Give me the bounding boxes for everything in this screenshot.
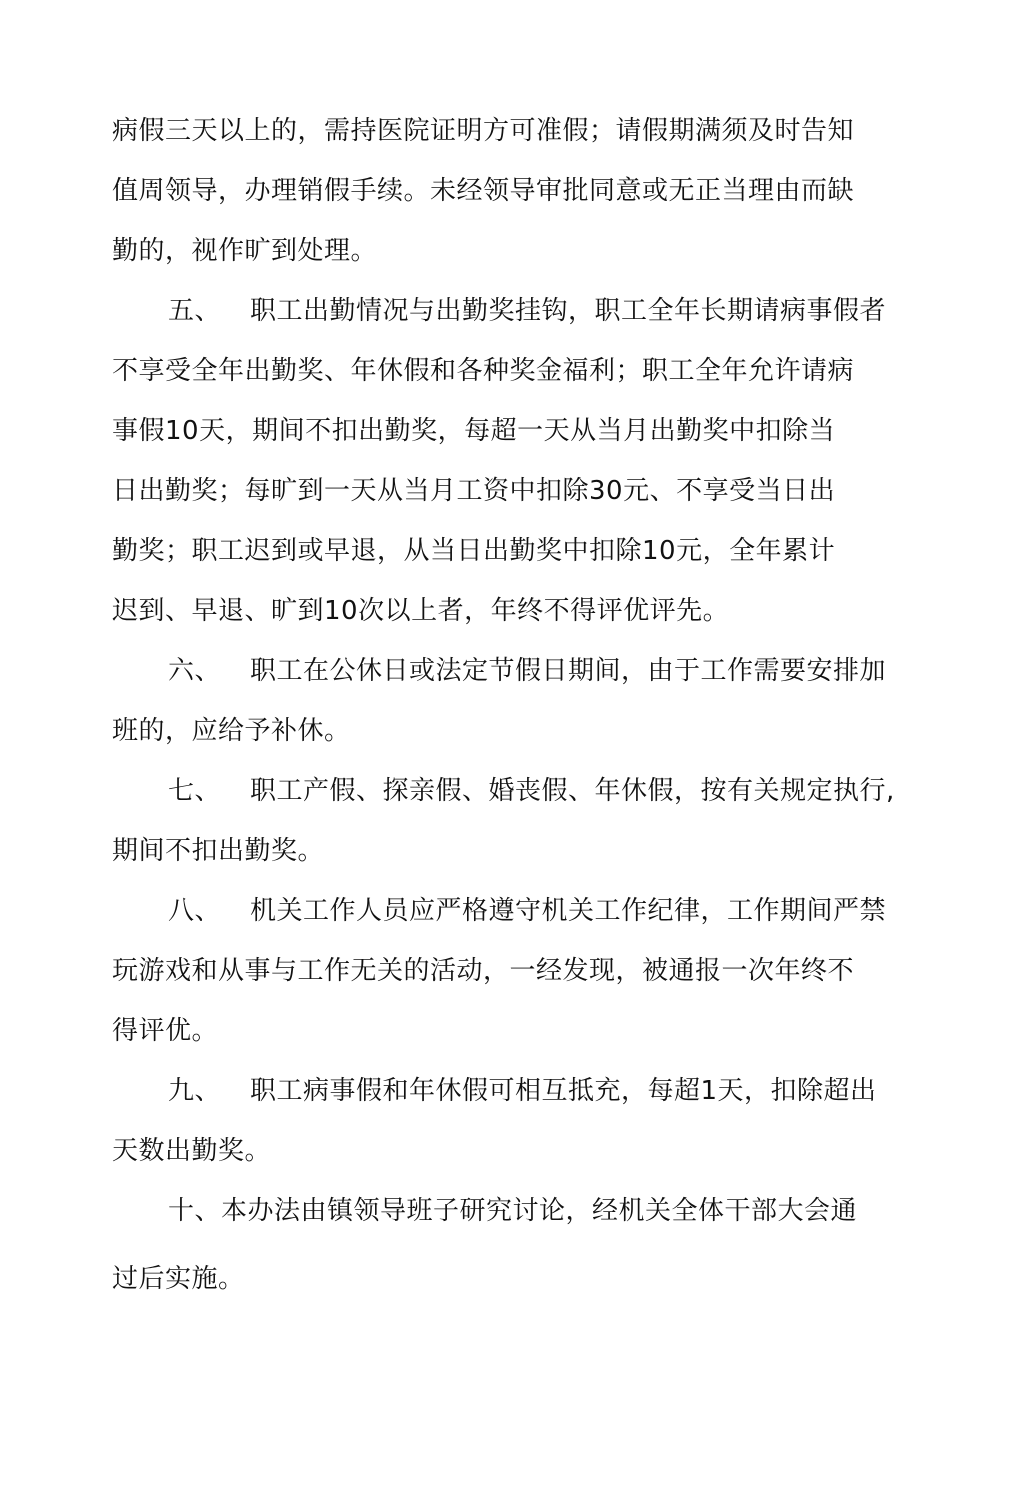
text-line: 迟到、早退、旷到10次以上者，年终不得评优评先。 — [112, 596, 730, 626]
clause-5-heading — [168, 294, 886, 328]
text-line: 天数出勤奖。 — [112, 1136, 272, 1166]
clause-number: 七、 — [168, 776, 222, 806]
text-line: 玩游戏和从事与工作无关的活动，一经发现，被通报一次年终不 — [112, 956, 855, 986]
text-line: 勤奖；职工迟到或早退，从当日出勤奖中扣除10元，全年累计 — [112, 536, 836, 566]
clause-number: 六、 — [168, 656, 222, 686]
clause-text: 十、本办法由镇领导班子研究讨论，经机关全体干部大会通 — [168, 1196, 858, 1226]
clause-text: 机关工作人员应严格遵守机关工作纪律，工作期间严禁 — [250, 896, 887, 926]
clause-number: 九、 — [168, 1076, 222, 1106]
text-line: 期间不扣出勤奖。 — [112, 836, 325, 866]
text-line: 值周领导，办理销假手续。未经领导审批同意或无正当理由而缺 — [112, 176, 855, 206]
clause-6-heading — [168, 654, 886, 688]
text-line: 得评优。 — [112, 1016, 219, 1046]
text-line: 日出勤奖；每旷到一天从当月工资中扣除30元、不享受当日出 — [112, 476, 836, 506]
clause-number: 八、 — [168, 896, 222, 926]
text-line: 过后实施。 — [112, 1264, 245, 1294]
text-line: 不享受全年出勤奖、年休假和各种奖金福利；职工全年允许请病 — [112, 356, 855, 386]
text-line: 病假三天以上的，需持医院证明方可准假；请假期满须及时告知 — [112, 116, 855, 146]
clause-text: 职工病事假和年休假可相互抵充，每超1天，扣除超出 — [250, 1076, 877, 1106]
text-line: 事假10天，期间不扣出勤奖，每超一天从当月出勤奖中扣除当 — [112, 416, 836, 446]
clause-text: 职工在公休日或法定节假日期间，由于工作需要安排加 — [250, 656, 887, 686]
clause-10-heading — [168, 1194, 857, 1228]
clause-9-heading — [168, 1074, 877, 1108]
text-line: 班的，应给予补休。 — [112, 716, 351, 746]
clause-7-heading — [168, 774, 895, 808]
clause-8-heading — [168, 894, 886, 928]
text-line: 勤的，视作旷到处理。 — [112, 236, 378, 266]
clause-text: 职工产假、探亲假、婚丧假、年休假，按有关规定执行, — [250, 776, 895, 806]
clause-number: 五、 — [168, 296, 222, 326]
clause-text: 职工出勤情况与出勤奖挂钩，职工全年长期请病事假者 — [250, 296, 887, 326]
